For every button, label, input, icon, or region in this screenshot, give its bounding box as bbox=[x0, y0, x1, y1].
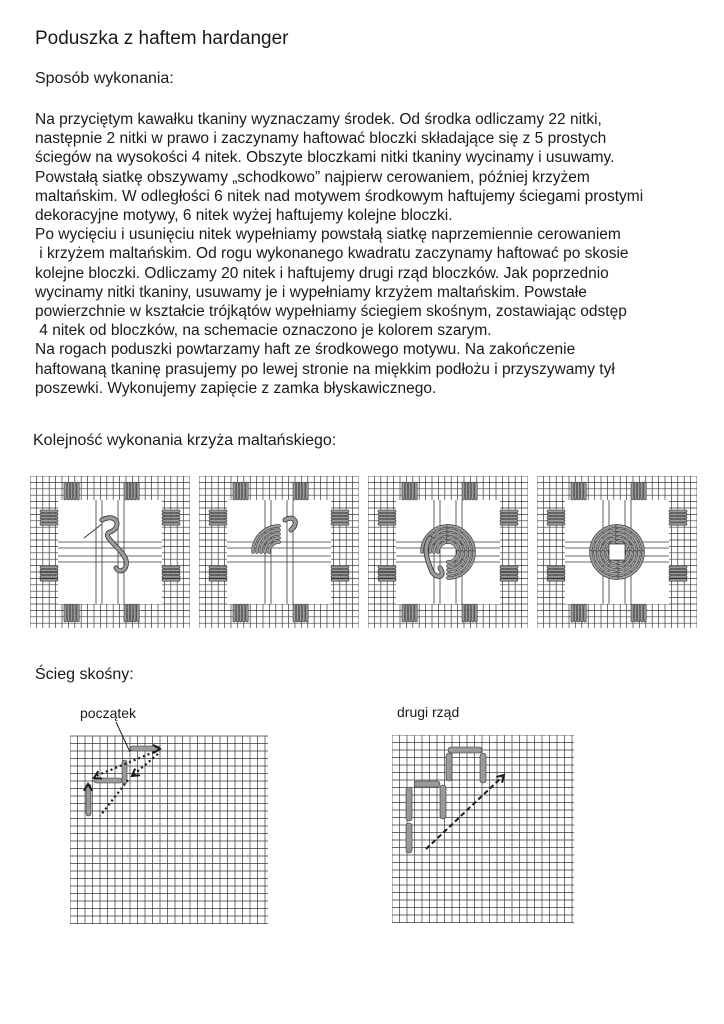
kloster-block bbox=[378, 510, 396, 512]
kloster-block bbox=[331, 520, 349, 522]
kloster-block bbox=[209, 576, 227, 578]
kloster-block bbox=[134, 604, 136, 622]
kloster-block bbox=[74, 482, 76, 500]
kloster-block bbox=[571, 482, 573, 500]
diagonal-stitch bbox=[448, 747, 482, 753]
kloster-block bbox=[306, 604, 308, 622]
kloster-block bbox=[547, 510, 565, 512]
kloster-block bbox=[547, 569, 565, 571]
kloster-block bbox=[299, 604, 301, 622]
kloster-block bbox=[669, 523, 687, 525]
kloster-block bbox=[547, 566, 565, 568]
diagonal-stitch-second-row-diagram bbox=[392, 735, 576, 925]
kloster-block bbox=[465, 482, 467, 500]
kloster-block bbox=[405, 604, 407, 622]
kloster-block bbox=[236, 482, 238, 500]
kloster-block bbox=[475, 482, 477, 500]
kloster-block bbox=[500, 523, 518, 525]
kloster-block bbox=[306, 482, 308, 500]
kloster-block bbox=[637, 604, 639, 622]
kloster-block bbox=[472, 482, 474, 500]
cut-out-area bbox=[396, 500, 500, 604]
kloster-block bbox=[64, 482, 66, 500]
label-leader bbox=[116, 722, 130, 752]
kloster-block bbox=[70, 604, 72, 622]
kloster-block bbox=[331, 513, 349, 515]
body-line: haftowaną tkaninę prasujemy po lewej stronie na miękkim podłożu i przyszywamy tył bbox=[35, 360, 615, 378]
kloster-block bbox=[246, 604, 248, 622]
kloster-block bbox=[669, 569, 687, 571]
kloster-block bbox=[405, 482, 407, 500]
kloster-block bbox=[669, 579, 687, 581]
kloster-block bbox=[40, 569, 58, 571]
kloster-block bbox=[246, 482, 248, 500]
fabric-grid bbox=[70, 736, 268, 924]
thread-path bbox=[100, 780, 128, 816]
kloster-block bbox=[162, 572, 180, 574]
kloster-block bbox=[637, 482, 639, 500]
kloster-block bbox=[581, 482, 583, 500]
body-line: Na przyciętym kawałku tkaniny wyznaczamy środek. Od środka odliczamy 22 nitki, bbox=[35, 111, 602, 128]
kloster-block bbox=[378, 523, 396, 525]
kloster-block bbox=[574, 482, 576, 500]
kloster-block bbox=[415, 604, 417, 622]
kloster-block bbox=[331, 576, 349, 578]
kloster-block bbox=[243, 482, 245, 500]
kloster-block bbox=[378, 516, 396, 518]
kloster-block bbox=[162, 523, 180, 525]
start-label: początek bbox=[80, 705, 137, 721]
diagonal-stitch bbox=[414, 781, 440, 787]
kloster-block bbox=[162, 566, 180, 568]
kloster-block bbox=[162, 569, 180, 571]
kloster-block bbox=[468, 604, 470, 622]
kloster-block bbox=[378, 576, 396, 578]
kloster-block bbox=[40, 516, 58, 518]
kloster-block bbox=[574, 604, 576, 622]
diagonal-stitch bbox=[406, 787, 412, 821]
kloster-block bbox=[74, 604, 76, 622]
kloster-block bbox=[644, 604, 646, 622]
kloster-block bbox=[209, 566, 227, 568]
kloster-block bbox=[40, 513, 58, 515]
kloster-block bbox=[500, 513, 518, 515]
maltese-cross-step-4-diagram bbox=[537, 476, 697, 628]
kloster-block bbox=[162, 579, 180, 581]
kloster-block bbox=[40, 576, 58, 578]
kloster-block bbox=[584, 482, 586, 500]
document-title: Poduszka z haftem hardanger bbox=[35, 28, 289, 49]
diagonal-stitch bbox=[440, 785, 446, 819]
kloster-block bbox=[641, 604, 643, 622]
kloster-block bbox=[412, 604, 414, 622]
kloster-block bbox=[577, 482, 579, 500]
kloster-block bbox=[303, 482, 305, 500]
kloster-block bbox=[209, 510, 227, 512]
kloster-block bbox=[67, 482, 69, 500]
kloster-block bbox=[236, 604, 238, 622]
kloster-block bbox=[547, 516, 565, 518]
kloster-block bbox=[124, 604, 126, 622]
kloster-block bbox=[631, 482, 633, 500]
kloster-block bbox=[40, 520, 58, 522]
method-heading: Sposób wykonania: bbox=[35, 70, 174, 87]
kloster-block bbox=[547, 523, 565, 525]
body-line: maltańskim. W odległości 6 nitek nad motywem środkowym haftujemy ściegami prostymi bbox=[35, 187, 644, 205]
kloster-block bbox=[303, 604, 305, 622]
body-line: Na rogach poduszki powtarzamy haft ze środkowego motywu. Na zakończenie bbox=[35, 341, 576, 359]
kloster-block bbox=[669, 516, 687, 518]
kloster-block bbox=[462, 604, 464, 622]
kloster-block bbox=[378, 579, 396, 581]
body-line: 4 nitek od bloczków, na schemacie oznaczono je kolorem szarym. bbox=[35, 322, 492, 340]
body-line: następnie 2 nitki w prawo i zaczynamy haftować bloczki składające się z 5 prostych bbox=[35, 130, 607, 148]
kloster-block bbox=[77, 604, 79, 622]
kloster-block bbox=[669, 576, 687, 578]
kloster-block bbox=[500, 516, 518, 518]
kloster-block bbox=[581, 604, 583, 622]
kloster-block bbox=[577, 604, 579, 622]
kloster-block bbox=[331, 572, 349, 574]
kloster-block bbox=[408, 604, 410, 622]
kloster-block bbox=[475, 604, 477, 622]
kloster-block bbox=[547, 513, 565, 515]
kloster-block bbox=[239, 604, 241, 622]
body-line: Po wycięciu i usunięciu nitek wypełniamy powstałą siatkę naprzemiennie cerowaniem bbox=[35, 226, 621, 244]
kloster-block bbox=[130, 604, 132, 622]
kloster-block bbox=[641, 482, 643, 500]
kloster-block bbox=[462, 482, 464, 500]
kloster-block bbox=[465, 604, 467, 622]
kloster-block bbox=[500, 579, 518, 581]
kloster-block bbox=[40, 579, 58, 581]
body-line: i krzyżem maltańskim. Od rogu wykonanego kwadratu zaczynamy haftować po skosie bbox=[35, 245, 629, 263]
body-line: kolejne bloczki. Odliczamy 20 nitek i haftujemy drugi rząd bloczków. Jak poprzednio bbox=[35, 264, 609, 282]
kloster-block bbox=[472, 604, 474, 622]
kloster-block bbox=[378, 520, 396, 522]
kloster-block bbox=[644, 482, 646, 500]
kloster-block bbox=[584, 604, 586, 622]
kloster-block bbox=[402, 482, 404, 500]
kloster-block bbox=[500, 572, 518, 574]
kloster-block bbox=[547, 520, 565, 522]
kloster-block bbox=[293, 604, 295, 622]
kloster-block bbox=[127, 604, 129, 622]
kloster-block bbox=[162, 520, 180, 522]
kloster-block bbox=[500, 510, 518, 512]
maltese-cross-step-1-diagram bbox=[30, 476, 190, 628]
kloster-block bbox=[634, 604, 636, 622]
kloster-block bbox=[233, 604, 235, 622]
kloster-block bbox=[127, 482, 129, 500]
kloster-block bbox=[64, 604, 66, 622]
kloster-block bbox=[130, 482, 132, 500]
kloster-block bbox=[631, 604, 633, 622]
body-line: wycinamy nitki tkaniny, usuwamy je i wypełniamy krzyżem maltańskim. Powstałe bbox=[35, 283, 587, 301]
kloster-block bbox=[669, 520, 687, 522]
kloster-block bbox=[134, 482, 136, 500]
kloster-block bbox=[124, 482, 126, 500]
body-line: powierzchnie w kształcie trójkątów wypełniamy ściegiem skośnym, zostawiając odstęp bbox=[35, 303, 627, 321]
kloster-block bbox=[669, 513, 687, 515]
diagonal-stitch-heading: Ścieg skośny: bbox=[35, 666, 134, 683]
kloster-block bbox=[634, 482, 636, 500]
kloster-block bbox=[547, 576, 565, 578]
kloster-block bbox=[40, 566, 58, 568]
kloster-block bbox=[70, 482, 72, 500]
kloster-block bbox=[296, 482, 298, 500]
kloster-block bbox=[331, 523, 349, 525]
kloster-block bbox=[412, 482, 414, 500]
maltese-cross-step-3-diagram bbox=[368, 476, 528, 628]
kloster-block bbox=[331, 510, 349, 512]
kloster-block bbox=[209, 579, 227, 581]
kloster-block bbox=[331, 566, 349, 568]
kloster-block bbox=[77, 482, 79, 500]
kloster-block bbox=[162, 516, 180, 518]
body-line: dekoracyjne motywy, 6 nitek wyżej haftujemy kolejne bloczki. bbox=[35, 207, 453, 225]
kloster-block bbox=[669, 566, 687, 568]
kloster-block bbox=[209, 516, 227, 518]
kloster-block bbox=[40, 572, 58, 574]
kloster-block bbox=[137, 604, 139, 622]
kloster-block bbox=[500, 576, 518, 578]
diagonal-stitch bbox=[406, 823, 412, 853]
body-line: Powstałą siatkę obszywamy „schodkowo” najpierw cerowaniem, później krzyżem bbox=[35, 168, 590, 186]
body-text bbox=[35, 110, 715, 398]
kloster-block bbox=[378, 572, 396, 574]
body-line: ściegów na wysokości 4 nitek. Obszyte bloczkami nitki tkaniny wycinamy i usuwamy. bbox=[35, 149, 615, 167]
kloster-block bbox=[67, 604, 69, 622]
diagonal-stitch-start-diagram bbox=[70, 718, 280, 926]
kloster-block bbox=[243, 604, 245, 622]
kloster-block bbox=[209, 520, 227, 522]
cut-out-area bbox=[227, 500, 331, 604]
kloster-block bbox=[571, 604, 573, 622]
kloster-block bbox=[40, 510, 58, 512]
kloster-block bbox=[669, 510, 687, 512]
kloster-block bbox=[378, 569, 396, 571]
body-line: poszewki. Wykonujemy zapięcie z zamka błyskawicznego. bbox=[35, 379, 437, 397]
kloster-block bbox=[209, 569, 227, 571]
diagonal-stitch bbox=[446, 753, 452, 781]
kloster-block bbox=[209, 523, 227, 525]
kloster-block bbox=[162, 510, 180, 512]
kloster-block bbox=[408, 482, 410, 500]
arrow-head bbox=[132, 769, 140, 776]
kloster-block bbox=[468, 482, 470, 500]
cross-centre bbox=[609, 544, 625, 560]
kloster-block bbox=[500, 569, 518, 571]
diagonal-stitch bbox=[480, 753, 486, 783]
kloster-block bbox=[669, 572, 687, 574]
kloster-block bbox=[239, 482, 241, 500]
kloster-block bbox=[299, 482, 301, 500]
kloster-block bbox=[331, 569, 349, 571]
kloster-block bbox=[331, 516, 349, 518]
kloster-block bbox=[378, 566, 396, 568]
kloster-block bbox=[233, 482, 235, 500]
kloster-block bbox=[547, 579, 565, 581]
kloster-block bbox=[137, 482, 139, 500]
kloster-block bbox=[500, 566, 518, 568]
kloster-block bbox=[40, 523, 58, 525]
second-row-label: drugi rząd bbox=[397, 704, 460, 720]
kloster-block bbox=[547, 572, 565, 574]
maltese-cross-heading: Kolejność wykonania krzyża maltańskiego: bbox=[33, 432, 337, 449]
kloster-block bbox=[500, 520, 518, 522]
kloster-block bbox=[293, 482, 295, 500]
kloster-block bbox=[209, 513, 227, 515]
kloster-block bbox=[296, 604, 298, 622]
kloster-block bbox=[162, 576, 180, 578]
kloster-block bbox=[378, 513, 396, 515]
kloster-block bbox=[209, 572, 227, 574]
kloster-block bbox=[162, 513, 180, 515]
kloster-block bbox=[402, 604, 404, 622]
kloster-block bbox=[415, 482, 417, 500]
kloster-block bbox=[331, 579, 349, 581]
maltese-cross-step-2-diagram bbox=[199, 476, 359, 628]
